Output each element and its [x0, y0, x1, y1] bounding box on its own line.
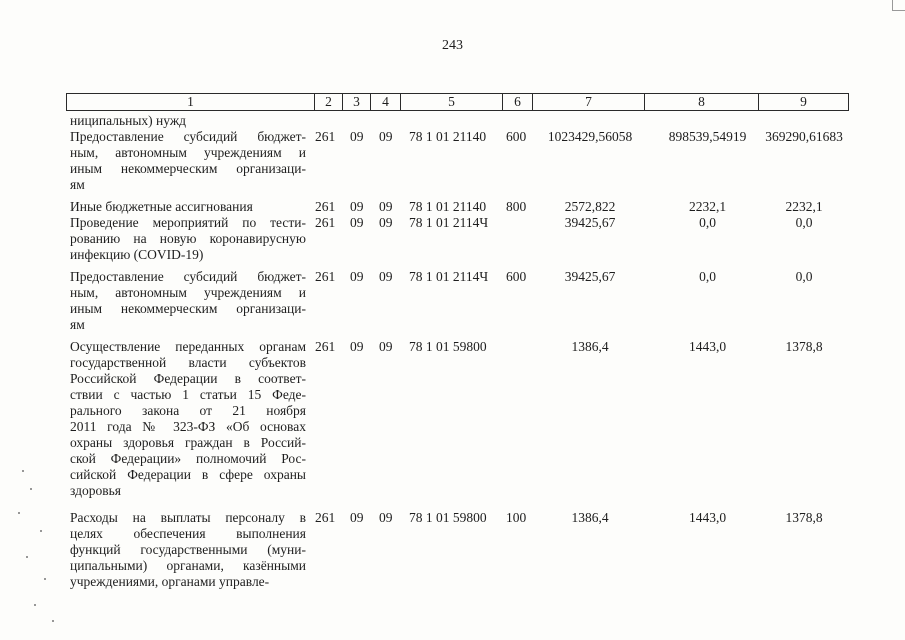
code-grbs: 261	[315, 199, 336, 214]
value-col-8: 1443,0	[688, 339, 727, 354]
header-col-4: 4	[371, 94, 401, 110]
description-line: ным, автономным учреждениям и	[70, 285, 306, 300]
row-description	[70, 215, 306, 263]
code-expense-type: 600	[506, 269, 527, 284]
description-line: Российской Федерации в соответ-	[70, 371, 306, 386]
row-description	[70, 113, 306, 129]
value-col-7: 39425,67	[564, 215, 616, 230]
value-col-9: 369290,61683	[765, 129, 843, 144]
description-line: Предоставление субсидий бюджет-	[70, 269, 306, 284]
description-line: ям	[70, 177, 85, 192]
code-target: 78 1 01 59800	[409, 510, 487, 525]
table-header	[66, 93, 849, 111]
code-expense-type: 100	[506, 510, 527, 525]
description-line: Предоставление субсидий бюджет-	[70, 129, 306, 144]
description-line: Проведение мероприятий по тести-	[70, 215, 306, 230]
description-line: здоровья	[70, 483, 121, 498]
row-description	[70, 510, 306, 590]
value-col-9: 1378,8	[785, 510, 823, 525]
code-target: 78 1 01 2114Ч	[409, 215, 489, 230]
code-subsection: 09	[379, 215, 393, 230]
value-col-9: 0,0	[795, 269, 813, 284]
code-subsection: 09	[379, 269, 393, 284]
code-grbs: 261	[315, 215, 336, 230]
description-line: ствии с частью 1 статьи 15 Феде-	[70, 387, 306, 402]
row-description	[70, 269, 306, 333]
description-line: рального закона от 21 ноября	[70, 403, 306, 418]
row-description	[70, 199, 306, 215]
scan-speck	[52, 620, 54, 622]
description-line: ным, автономным учреждениям и	[70, 145, 306, 160]
scan-speck	[40, 530, 42, 532]
value-col-8: 898539,54919	[668, 129, 747, 144]
scan-speck	[26, 556, 28, 558]
code-section: 09	[350, 215, 364, 230]
page-number: 243	[442, 38, 463, 53]
description-line: иным некоммерческим организаци-	[70, 301, 306, 316]
code-subsection: 09	[379, 129, 393, 144]
value-col-9: 1378,8	[785, 339, 823, 354]
header-col-6: 6	[503, 94, 533, 110]
description-line: ской Федерации» полномочий Рос-	[70, 451, 306, 466]
code-subsection: 09	[379, 510, 393, 525]
code-grbs: 261	[315, 510, 336, 525]
scan-speck	[44, 578, 46, 580]
value-col-8: 0,0	[699, 269, 716, 284]
description-line: инфекцию (COVID-19)	[70, 247, 204, 262]
value-col-7: 1386,4	[571, 510, 609, 525]
header-col-5: 5	[401, 94, 503, 110]
description-line: целях обеспечения выполнения	[70, 526, 306, 541]
header-col-9: 9	[800, 94, 807, 109]
value-col-8: 1443,0	[688, 510, 727, 525]
header-col-2: 2	[315, 94, 343, 110]
header-col-3: 3	[343, 94, 371, 110]
description-line: иным некоммерческим организаци-	[70, 161, 306, 176]
description-line: ниципальных) нужд	[70, 113, 187, 128]
description-line: Осуществление переданных органам	[70, 339, 306, 354]
scan-speck	[30, 488, 32, 490]
code-grbs: 261	[315, 339, 336, 354]
code-section: 09	[350, 269, 364, 284]
value-col-7: 39425,67	[564, 269, 616, 284]
value-col-9: 0,0	[795, 215, 813, 230]
row-description	[70, 339, 306, 499]
code-target: 78 1 01 2114Ч	[409, 269, 489, 284]
code-section: 09	[350, 129, 364, 144]
description-line: 2011 года № 323-ФЗ «Об основах	[70, 419, 306, 434]
row-description	[70, 129, 306, 193]
code-subsection: 09	[379, 199, 393, 214]
code-expense-type: 800	[506, 199, 527, 214]
description-line: функций государственными (муни-	[70, 542, 306, 557]
value-col-8: 2232,1	[688, 199, 727, 214]
description-line: ципальными) органами, казёнными	[70, 558, 306, 573]
header-col-1: 1	[67, 94, 315, 110]
code-target: 78 1 01 59800	[409, 339, 487, 354]
value-col-9: 2232,1	[785, 199, 823, 214]
code-section: 09	[350, 510, 364, 525]
scan-speck	[34, 604, 36, 606]
code-grbs: 261	[315, 129, 336, 144]
description-line: рованию на новую коронавирусную	[70, 231, 306, 246]
scan-corner-mark	[892, 0, 905, 11]
value-col-7: 1023429,56058	[547, 129, 633, 144]
code-expense-type: 600	[506, 129, 527, 144]
code-grbs: 261	[315, 269, 336, 284]
description-line: ям	[70, 317, 85, 332]
code-section: 09	[350, 199, 364, 214]
description-line: Расходы на выплаты персоналу в	[70, 510, 306, 525]
code-target: 78 1 01 21140	[409, 129, 487, 144]
value-col-7: 2572,822	[564, 199, 616, 214]
header-col-8: 8	[645, 94, 759, 110]
value-col-8: 0,0	[699, 215, 716, 230]
description-line: охраны здоровья граждан в Россий-	[70, 435, 306, 450]
description-line: сийской Федерации в сфере охраны	[70, 467, 306, 482]
description-line: государственной власти субъектов	[70, 355, 306, 370]
description-line: Иные бюджетные ассигнования	[70, 199, 253, 214]
description-line: учреждениями, органами управле-	[70, 574, 270, 589]
code-section: 09	[350, 339, 364, 354]
scan-speck	[22, 470, 24, 472]
code-subsection: 09	[379, 339, 393, 354]
scan-speck	[18, 512, 20, 514]
header-col-7: 7	[533, 94, 645, 110]
value-col-7: 1386,4	[571, 339, 609, 354]
code-target: 78 1 01 21140	[409, 199, 487, 214]
